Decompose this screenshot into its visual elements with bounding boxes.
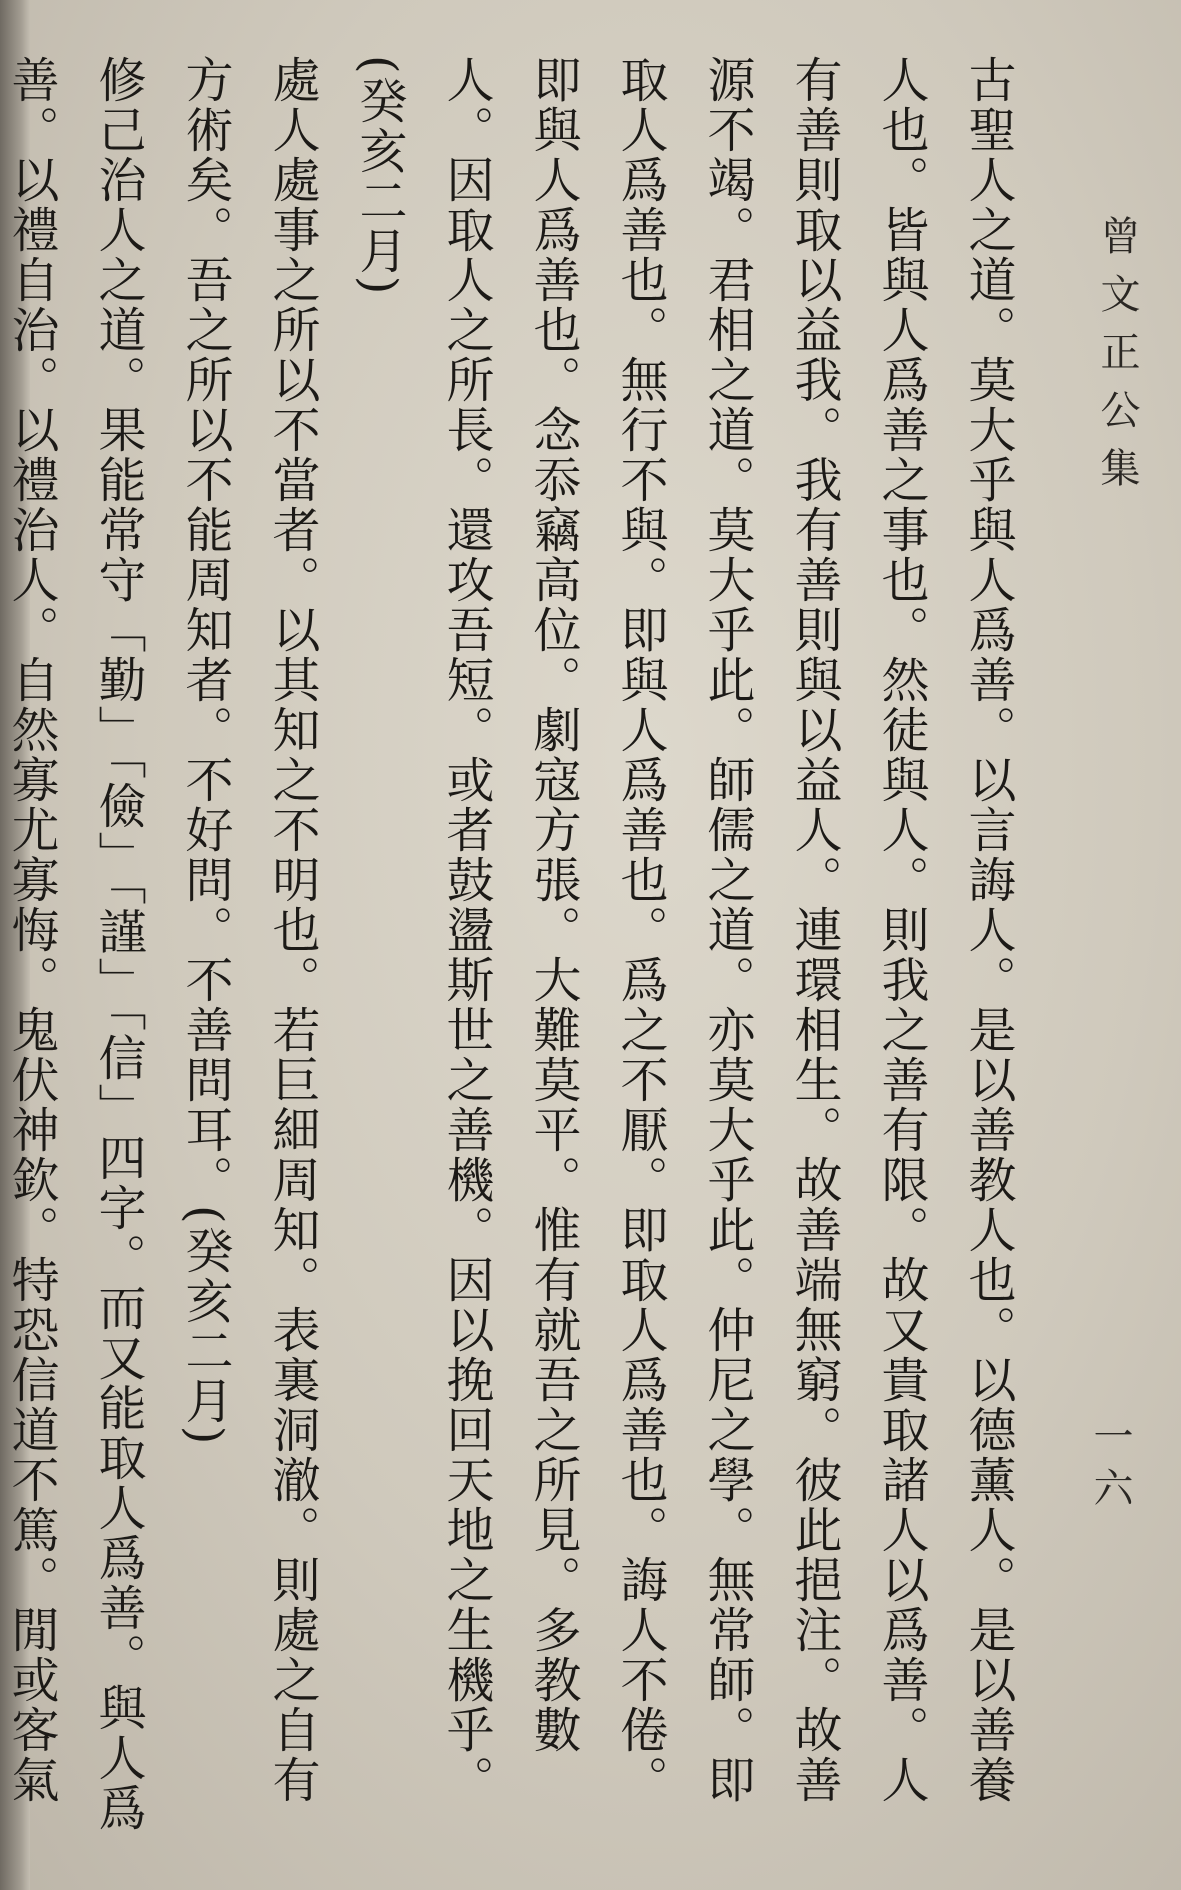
vertical-text-body — [3, 55, 1031, 1845]
text-paragraph-3: 修己治人之道。果能常守「勤」「儉」「謹」「信」四字。而又能取人爲善。與人爲善。以禮自治。以禮治人。自然寡尤寡悔。鬼伏神欽。特恐信道不篤。閒或客氣 — [3, 55, 146, 1833]
text-paragraph-2: 處人處事之所以不當者。以其知之不明也。若巨細周知。表裏洞澈。則處之自有方術矣。吾之所以不能周知者。不好問。不善問耳。(癸亥二月) — [177, 55, 320, 1805]
text-paragraph-1: 古聖人之道。莫大乎與人爲善。以言誨人。是以善教人也。以德薰人。是以善養人也。皆與人爲善之事也。然徒與人。則我之善有限。故又貴取諸人以爲善。人有善則取以益我。我有善則與以益人。連環相生。故善端無窮。彼此挹注。故善源不竭。君相之道。莫大乎此。師儒之道。亦莫大乎此。仲尼之學。無常師。即取人爲善也。無行不與。即與人爲善也。爲之不厭。即取人爲善也。誨人不倦。即與人爲善也。念忝竊高位。劇寇方張。大難莫平。惟有就吾之所見。多教數人。因取人之所長。還攻吾短。或者鼓盪斯世之善機。因以挽回天地之生機乎。(癸亥二月) — [351, 55, 1016, 1805]
page-number: 一六 — [1087, 1415, 1133, 1519]
running-header: 曾文正公集 — [1094, 215, 1140, 505]
